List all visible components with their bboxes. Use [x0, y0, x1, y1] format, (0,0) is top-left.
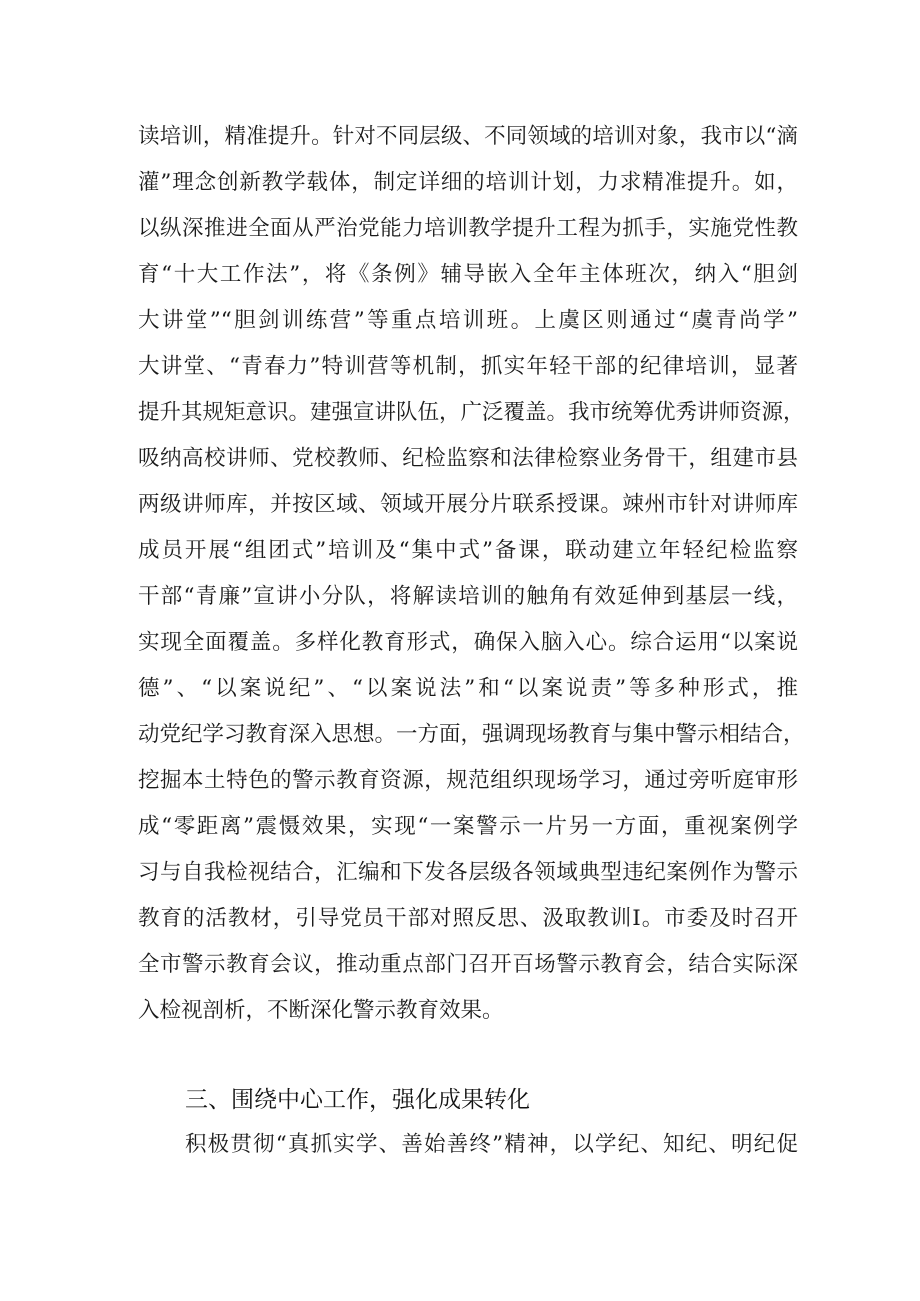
paragraph-line: 教育的活教材，引导党员干部对照反思、汲取教训I。市委及时召开 [138, 906, 798, 931]
body-paragraph [138, 114, 805, 1034]
paragraph-line: 成“零距离”震慑效果，实现“一案警示一片另一方面，重视案例学 [138, 814, 798, 839]
paragraph-line: 德”、“以案说纪”、“以案说法”和“以案说责”等多种形式，推 [138, 676, 798, 701]
paragraph-line: 实现全面覆盖。多样化教育形式，确保入脑入心。综合运用“以案说 [138, 630, 798, 655]
paragraph-line: 读培训，精准提升。针对不同层级、不同领域的培训对象，我市以“滴 [138, 124, 798, 149]
paragraph-line: 大讲堂、“青春力”特训营等机制，抓实年轻干部的纪律培训，显著 [138, 354, 798, 379]
paragraph-line: 积极贯彻“真抓实学、善始善终”精神，以学纪、知纪、明纪促 [185, 1132, 798, 1157]
paragraph-line: 入检视剖析，不断深化警示教育效果。 [138, 998, 504, 1023]
paragraph-line: 两级讲师库，并按区域、领域开展分片联系授课。竦州市针对讲师库 [138, 492, 798, 517]
next-paragraph [138, 1122, 798, 1168]
paragraph-line: 吸纳高校讲师、党校教师、纪检监察和法律检察业务骨干，组建市县 [138, 446, 798, 471]
paragraph-line: 灌”理念创新教学载体，制定详细的培训计划，力求精准提升。如， [138, 170, 798, 195]
paragraph-line: 育“十大工作法”，将《条例》辅导嵌入全年主体班次，纳入“胆剑 [138, 262, 798, 287]
paragraph-line: 干部“青廉”宣讲小分队，将解读培训的触角有效延伸到基层一线， [138, 584, 798, 609]
paragraph-line: 全市警示教育会议，推动重点部门召开百场警示教育会，结合实际深 [138, 952, 798, 977]
paragraph-line: 以纵深推进全面从严治党能力培训教学提升工程为抓手，实施党性教 [138, 216, 798, 241]
paragraph-line: 动党纪学习教育深入思想。一方面，强调现场教育与集中警示相结合， [138, 722, 805, 747]
paragraph-line: 成员开展“组团式”培训及“集中式”备课，联动建立年轻纪检监察 [138, 538, 798, 563]
paragraph-line: 大讲堂”“胆剑训练营”等重点培训班。上虞区则通过“虞青尚学” [138, 308, 798, 333]
paragraph-line: 提升其规矩意识。建强宣讲队伍，广泛覆盖。我市统筹优秀讲师资源， [138, 400, 805, 425]
section-heading: 三、围绕中心工作，强化成果转化 [185, 1087, 530, 1113]
paragraph-line: 习与自我检视结合，汇编和下发各层级各领域典型违纪案例作为警示 [138, 860, 798, 885]
paragraph-line: 挖掘本土特色的警示教育资源，规范组织现场学习，通过旁听庭审形 [138, 768, 798, 793]
